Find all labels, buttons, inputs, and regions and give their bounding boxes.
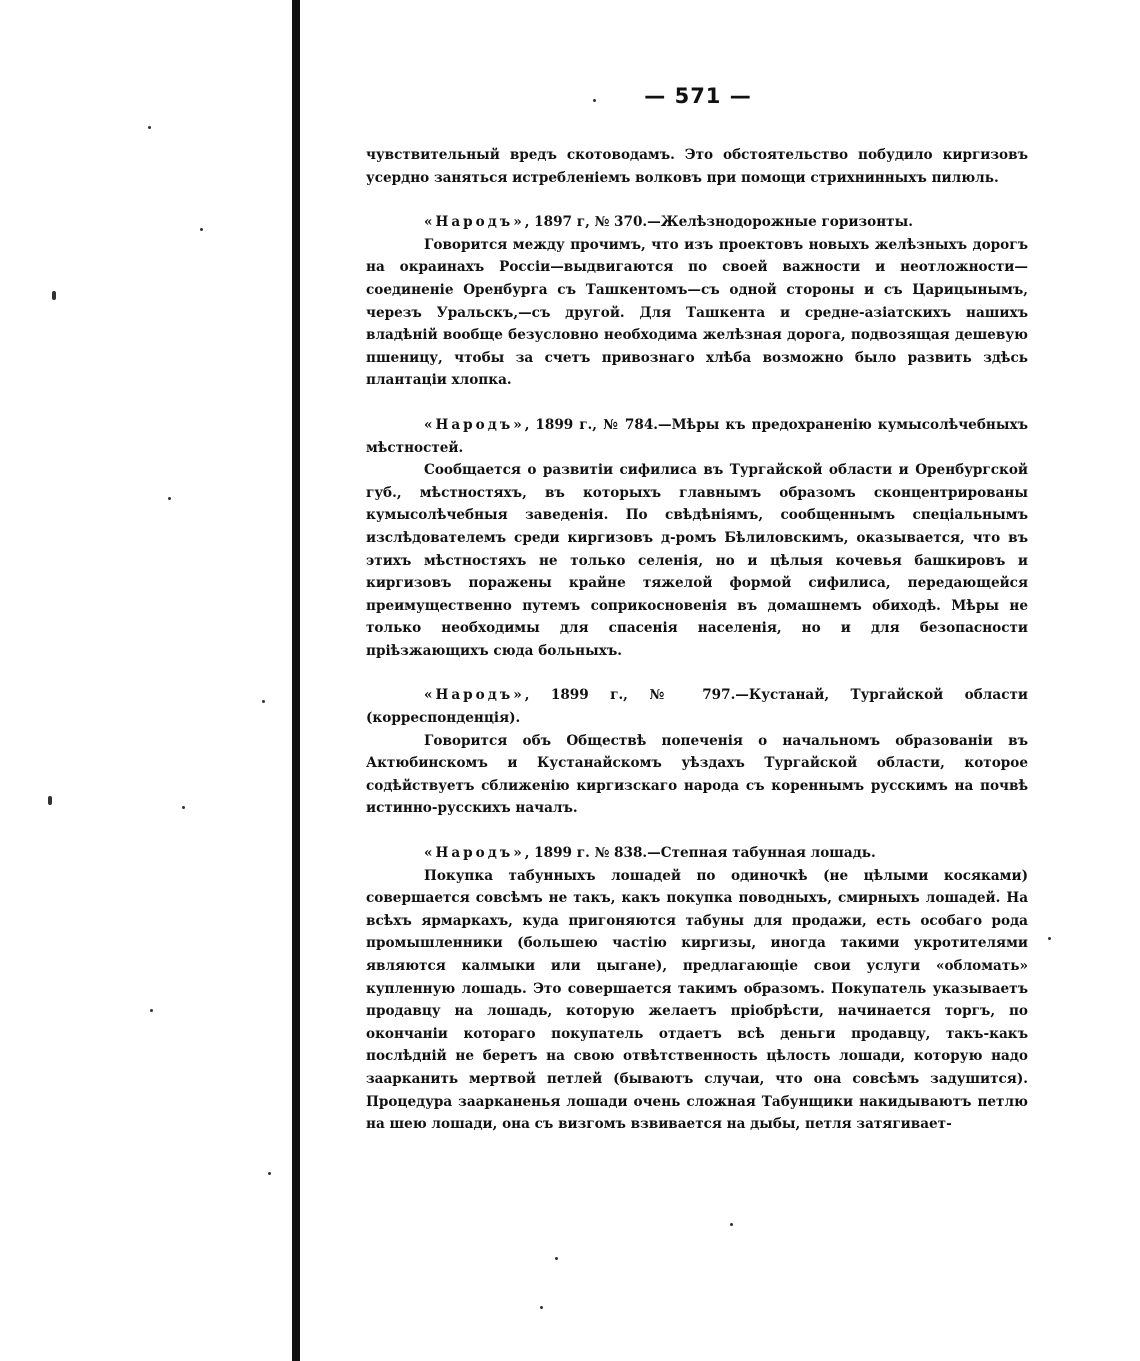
page-number: — 571 — [644,84,752,108]
scan-speck [148,126,151,129]
scan-speck [262,700,265,703]
entry-source: «Народъ» [424,214,525,231]
entry-citation: , 1899 г., № 784.— [524,416,672,433]
scan-speck [182,806,185,809]
entry-body: Покупка табунныхъ лошадей по одиночкѣ (не цѣлыми косяками) совершается совсѣмъ не такъ, какъ покупка поводныхъ, смирныхъ лошадей. На всѣхъ ярмаркахъ, куда пригоняются табуны для продажи, есть особаго рода промышленники (большею частію киргизы, иногда такими укротителями являются калмыки или цыгане), предлагающіе свои услуги «обломать» купленную лошадь. Это совершается такимъ образомъ. Покупатель указываетъ продавцу на лошадь, которую желаетъ пріобрѣсти, начинается торгъ, по окончаніи котораго покупатель отдаетъ всѣ деньги продавцу, такъ-какъ послѣдній не беретъ на свою отвѣтственность цѣлость лошади, которую надо заарканить мертвой петлей (бываютъ случаи, что она совсѣмъ задушится). Процедура заарканенья лошади очень сложная Табунщики накидываютъ петлю на шею лошади, она съ визгомъ взвивается на дыбы, петля затягивает- [366,867,1028,1133]
scan-speck [730,1223,733,1226]
scan-speck [168,497,171,500]
scan-speck [593,99,596,102]
page-body [366,144,1028,1136]
scan-speck [268,1172,271,1175]
scan-speck [48,796,52,805]
entry-title: Степная табунная лошадь. [660,845,876,862]
entry-source: «Народъ» [424,416,525,433]
press-entry [366,211,1028,392]
scan-speck [200,228,203,231]
entry-heading [366,414,1028,459]
entry-citation: , 1897 г, № 370.— [524,214,661,231]
scan-speck [555,1257,558,1260]
entry-body: Сообщается о развитіи сифилиса въ Тургайской области и Оренбургской губ., мѣстностяхъ, въ которыхъ главнымъ образомъ сконцентрированы кумысолѣчебныя заведенія. По свѣдѣніямъ, сообщеннымъ спеціальнымъ изслѣдователемъ среди киргизовъ д-ромъ Бѣлиловскимъ, оказывается, что въ этихъ мѣстностяхъ не только селенія, но и цѣлыя кочевья башкировъ и киргизовъ поражены крайне тяжелой формой сифилиса, передающейся преимущественно путемъ соприкосновенія въ домашнемъ обиходѣ. Мѣры не только необходимы для спасенія населенія, но и для безопасности пріѣзжающихъ сюда больныхъ. [366,462,1028,659]
entry-body: Говорится объ Обществѣ попеченія о начальномъ образованіи въ Актюбинскомъ и Кустанайскомъ уѣздахъ Тургайской области, которое содѣйствуетъ сближенію киргизскаго народа съ кореннымъ русскимъ на почвѣ истинно-русскихъ началъ. [366,732,1028,817]
entry-citation: , 1899 г., № 797.— [524,687,749,704]
intro-paragraph: чувствительный вредъ скотоводамъ. Это обстоятельство побудило киргизовъ усердно заняться истребленіемъ волковъ при помощи стрихнинныхъ пилюль. [366,147,1028,186]
scan-speck [52,291,56,300]
scan-speck [150,1009,153,1012]
entry-body: Говорится между прочимъ, что изъ проектовъ новыхъ желѣзныхъ дорогъ на окраинахъ Россіи—выдвигаются по своей важности и неотложности—соединеніе Оренбурга съ Ташкентомъ—съ одной стороны и съ Царицынымъ, черезъ Уральскъ,—съ другой. Для Ташкента и средне-азіатскихъ нашихъ владѣній вообще безусловно необходима желѣзная дорога, подвозящая дешевую пшеницу, чтобы за счетъ привознаго хлѣба возможно было развить здѣсь плантаціи хлопка. [366,236,1028,389]
entry-heading [366,842,1028,865]
entry-title: Кустанай, Тургайской области (корреспонденція). [366,687,1028,727]
entry-source: «Народъ» [424,845,525,862]
entry-heading [366,211,1028,234]
entry-title: Желѣзнодорожные горизонты. [660,214,913,231]
entry-citation: , 1899 г. № 838.— [524,845,661,862]
scan-speck [540,1306,543,1309]
press-entry [366,684,1028,820]
press-entry [366,842,1028,1136]
press-entry [366,414,1028,663]
book-spine-edge [292,0,300,1361]
entry-heading [366,684,1028,729]
entry-source: «Народъ» [424,687,525,704]
scan-speck [1048,937,1051,940]
entry-title: Мѣры къ предохраненію кумысолѣчебныхъ мѣстностей. [366,416,1028,456]
